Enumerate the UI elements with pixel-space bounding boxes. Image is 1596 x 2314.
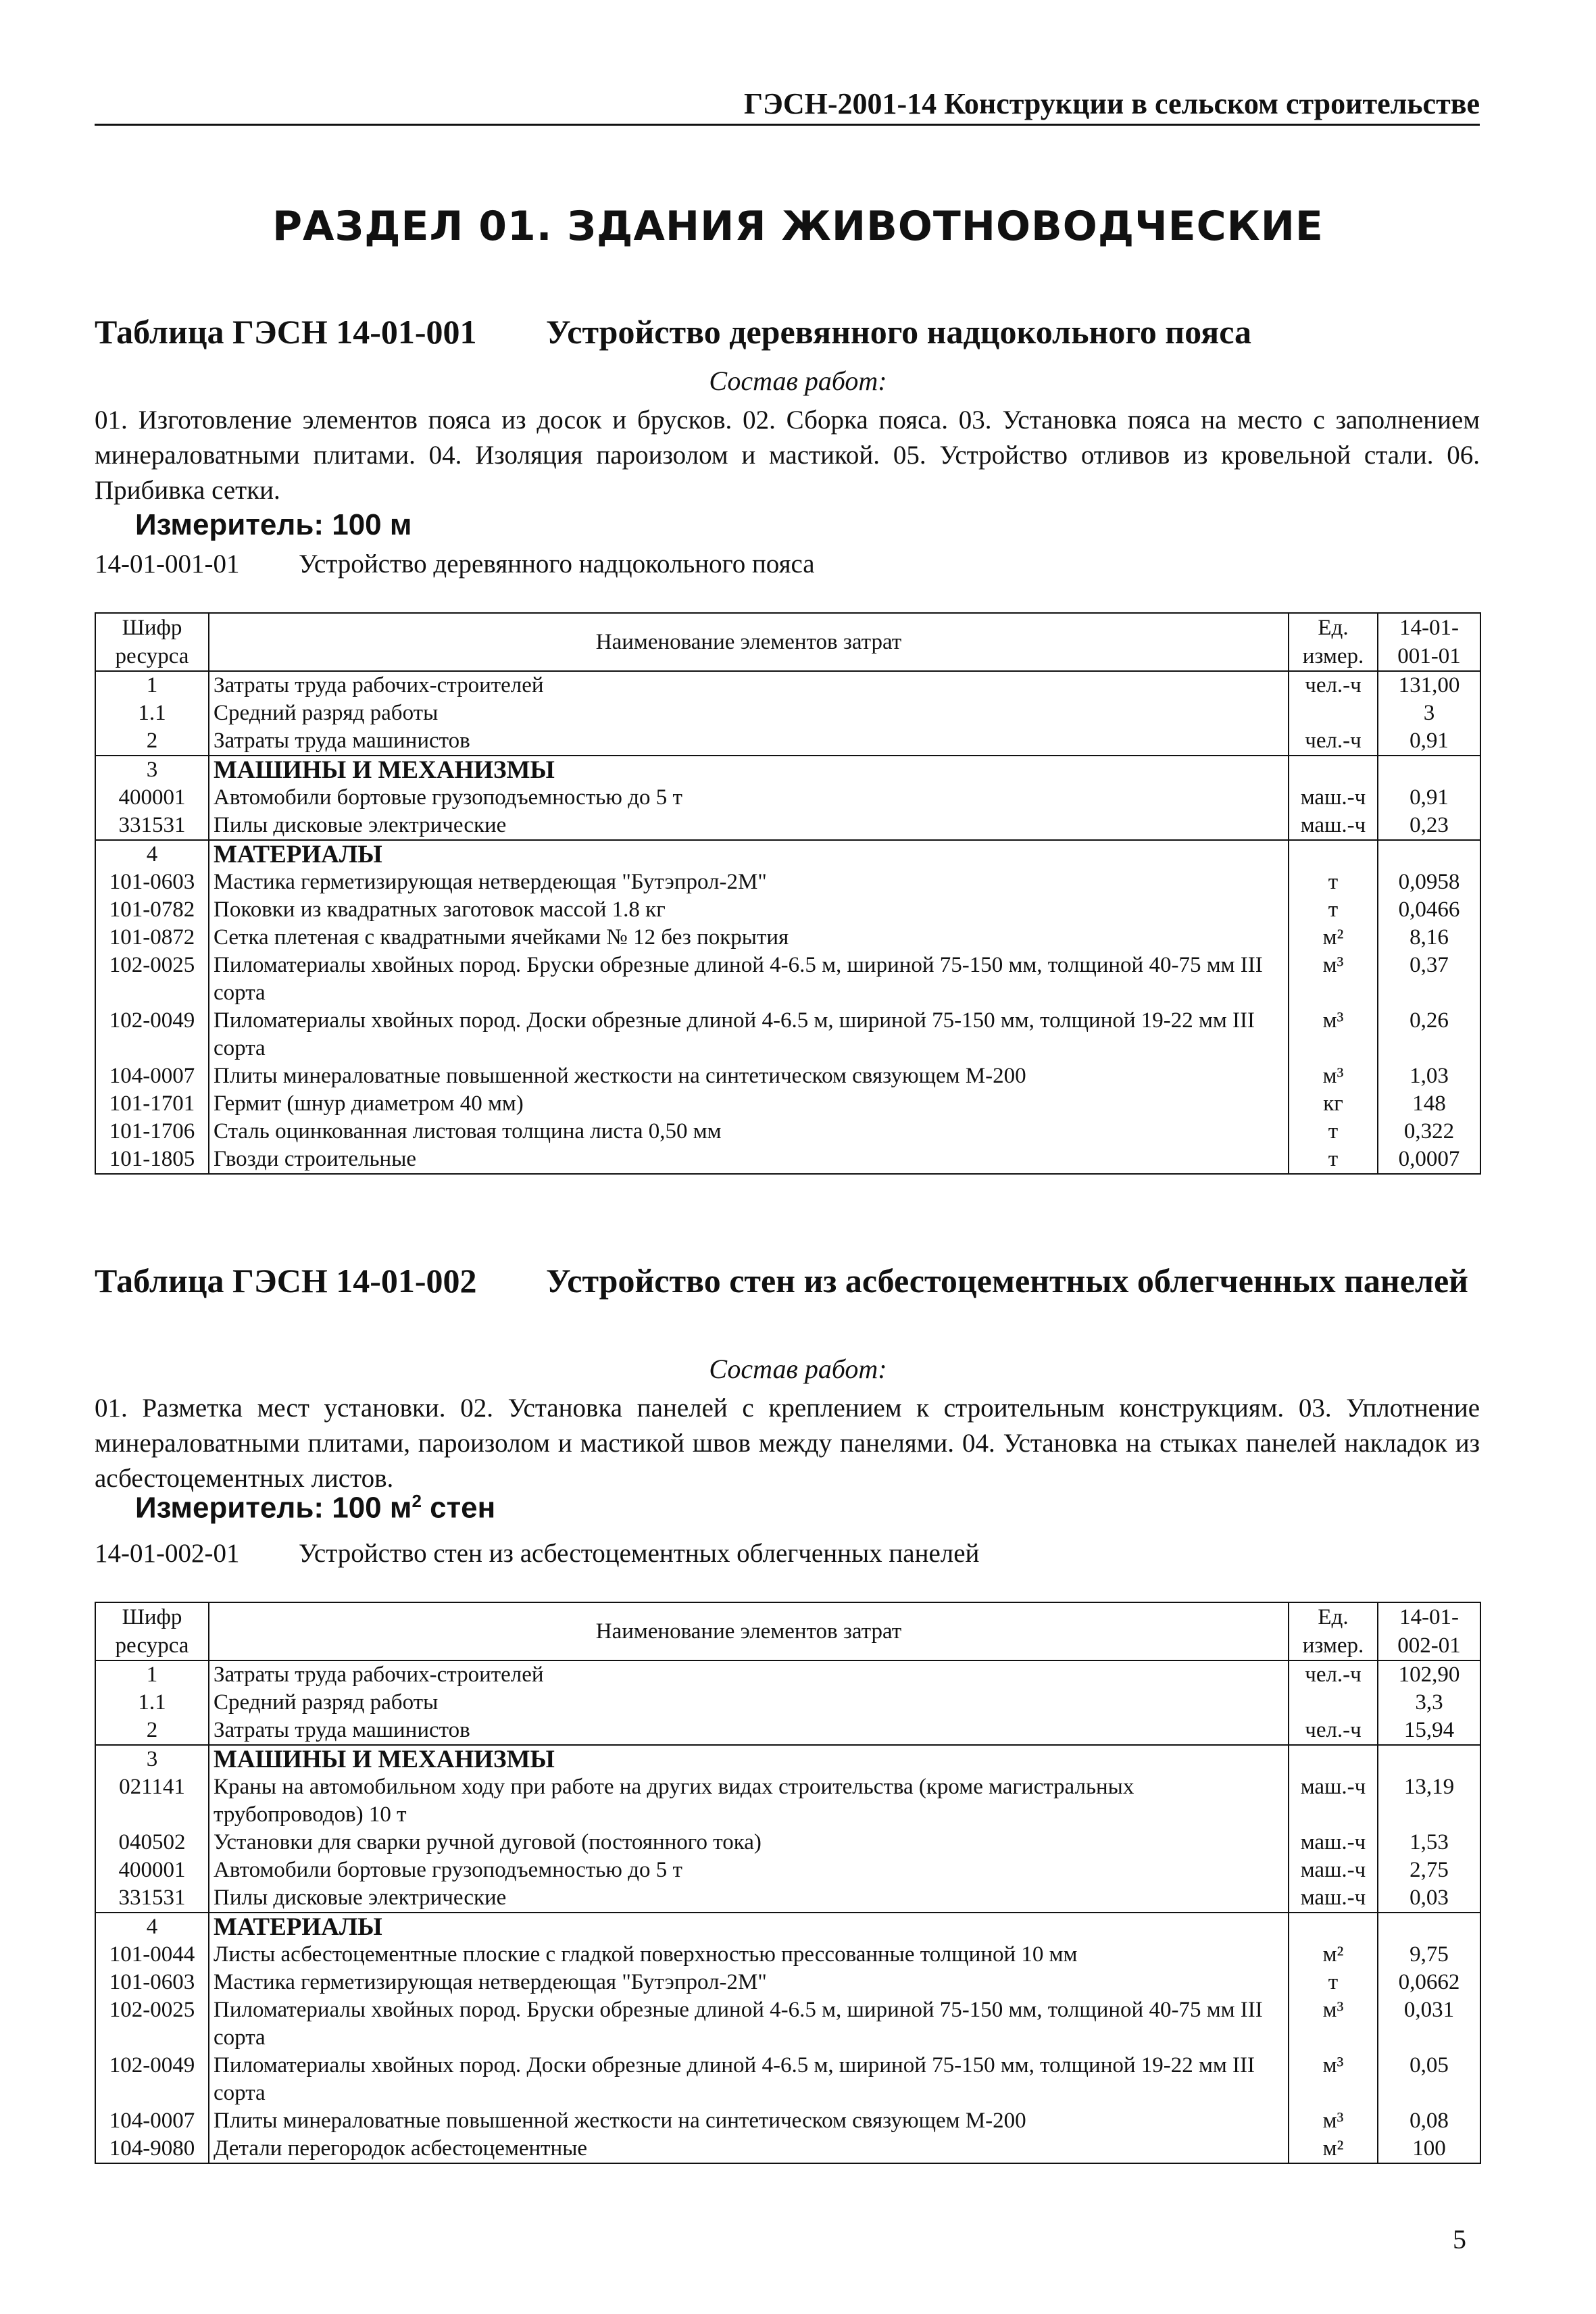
cell-value: 9,75 xyxy=(1378,1941,1480,1969)
cell-unit: чел.-ч xyxy=(1289,1660,1378,1689)
table-row xyxy=(95,868,1480,896)
cell-name: Краны на автомобильном ходу при работе на других видах строительства (кроме магистральных трубопроводов) 10 т xyxy=(209,1773,1289,1829)
running-header: ГЭСН-2001-14 Конструкции в сельском строительстве xyxy=(95,87,1480,126)
cell-code: 2 xyxy=(95,727,209,756)
cell-code: 1.1 xyxy=(95,1689,209,1717)
table-row xyxy=(95,1829,1480,1856)
table-row xyxy=(95,896,1480,924)
cell-value: 0,08 xyxy=(1378,2107,1480,2135)
cell-value: 0,91 xyxy=(1378,727,1480,756)
table-row xyxy=(95,924,1480,952)
cell-value: 0,23 xyxy=(1378,812,1480,840)
cell-value: 3,3 xyxy=(1378,1689,1480,1717)
cell-code: 1 xyxy=(95,671,209,699)
table2-works-text: 01. Разметка мест установки. 02. Установка панелей с креплением к строительным конструкциям. 03. Уплотнение минераловатными плитами, пароизолом и мастикой швов между панелями. 04. Установка на стыках панелей накладок из асбестоцементных листов. xyxy=(95,1394,1480,1493)
cell-name: Гермит (шнур диаметром 40 мм) xyxy=(209,1090,1289,1118)
table1-item-name: Устройство деревянного надцокольного пояса xyxy=(299,549,815,578)
cell-code: 2 xyxy=(95,1717,209,1745)
cell-code: 3 xyxy=(95,1745,209,1773)
cell-name: Автомобили бортовые грузоподъемностью до 5 т xyxy=(209,1856,1289,1884)
cell-unit xyxy=(1289,699,1378,727)
measure-sup: 2 xyxy=(412,1491,422,1511)
cell-unit: м³ xyxy=(1289,1007,1378,1062)
table-row xyxy=(95,1884,1480,1913)
table2-header-row xyxy=(95,1602,1480,1660)
table-row xyxy=(95,1941,1480,1969)
cell-name: Мастика герметизирующая нетвердеющая "Бутэпрол-2М" xyxy=(209,868,1289,896)
cell-value: 15,94 xyxy=(1378,1717,1480,1745)
cell-code: 331531 xyxy=(95,812,209,840)
cell-value: 0,031 xyxy=(1378,1996,1480,2052)
cell-value: 0,26 xyxy=(1378,1007,1480,1062)
cell-code: 102-0025 xyxy=(95,952,209,1007)
cell-value: 0,0662 xyxy=(1378,1969,1480,1996)
cell-value: 2,75 xyxy=(1378,1856,1480,1884)
header-text: 002-01 xyxy=(1397,1633,1461,1658)
cell-name: Сетка плетеная с квадратными ячейками № 12 без покрытия xyxy=(209,924,1289,952)
cell-value: 0,05 xyxy=(1378,2052,1480,2107)
table1-code: Таблица ГЭСН 14-01-001 xyxy=(95,313,477,351)
cell-unit: т xyxy=(1289,1969,1378,1996)
cell-code: 1.1 xyxy=(95,699,209,727)
cell-unit: м² xyxy=(1289,1941,1378,1969)
table2-title: Устройство стен из асбестоцементных облегченных панелей xyxy=(546,1262,1468,1300)
table2-works-label: Состав работ: xyxy=(709,1354,887,1384)
cell-unit: м³ xyxy=(1289,1062,1378,1090)
header-text: ресурса xyxy=(115,644,189,668)
table-row xyxy=(95,1717,1480,1745)
table-row xyxy=(95,1660,1480,1689)
cell-name: Средний разряд работы xyxy=(209,1689,1289,1717)
cell-unit: чел.-ч xyxy=(1289,671,1378,699)
cell-code: 040502 xyxy=(95,1829,209,1856)
table2-col-resource xyxy=(95,1602,209,1660)
cell-unit: кг xyxy=(1289,1090,1378,1118)
cell-name: Мастика герметизирующая нетвердеющая "Бутэпрол-2М" xyxy=(209,1969,1289,1996)
cell-value: 8,16 xyxy=(1378,924,1480,952)
cell-value xyxy=(1378,1913,1480,1941)
table2-item-name: Устройство стен из асбестоцементных облегченных панелей xyxy=(299,1539,980,1568)
group-row xyxy=(95,1745,1480,1773)
cell-unit: маш.-ч xyxy=(1289,1884,1378,1913)
cell-name: Детали перегородок асбестоцементные xyxy=(209,2135,1289,2163)
group-row xyxy=(95,756,1480,784)
table1-col-value xyxy=(1378,613,1480,671)
cell-unit: м³ xyxy=(1289,2052,1378,2107)
table-row xyxy=(95,1689,1480,1717)
cell-code: 400001 xyxy=(95,1856,209,1884)
cell-name: МАШИНЫ И МЕХАНИЗМЫ xyxy=(209,1745,1289,1773)
cell-code: 104-0007 xyxy=(95,2107,209,2135)
cell-code: 101-0603 xyxy=(95,868,209,896)
cell-unit: т xyxy=(1289,1118,1378,1146)
table2-col-unit xyxy=(1289,1602,1378,1660)
header-text: Ед. xyxy=(1318,1605,1349,1629)
table1-col-resource xyxy=(95,613,209,671)
table-row xyxy=(95,1969,1480,1996)
cell-value: 1,03 xyxy=(1378,1062,1480,1090)
measure-prefix: Измеритель: 100 м xyxy=(135,1491,412,1525)
cell-name: Плиты минераловатные повышенной жесткости на синтетическом связующем М-200 xyxy=(209,2107,1289,2135)
table-row xyxy=(95,2052,1480,2107)
table1-body xyxy=(95,671,1480,1174)
cell-code: 4 xyxy=(95,1913,209,1941)
cell-code: 102-0049 xyxy=(95,2052,209,2107)
cell-value: 0,0958 xyxy=(1378,868,1480,896)
cell-name: Плиты минераловатные повышенной жесткости на синтетическом связующем М-200 xyxy=(209,1062,1289,1090)
cell-unit: маш.-ч xyxy=(1289,1856,1378,1884)
cell-code: 3 xyxy=(95,756,209,784)
cell-name: Затраты труда рабочих-строителей xyxy=(209,1660,1289,1689)
cell-unit: маш.-ч xyxy=(1289,1829,1378,1856)
cell-unit: чел.-ч xyxy=(1289,1717,1378,1745)
cell-code: 101-0782 xyxy=(95,896,209,924)
cell-code: 101-1805 xyxy=(95,1146,209,1174)
cell-unit: м² xyxy=(1289,2135,1378,2163)
cell-unit: т xyxy=(1289,896,1378,924)
cell-value: 131,00 xyxy=(1378,671,1480,699)
cell-name: Пиломатериалы хвойных пород. Доски обрезные длиной 4-6.5 м, шириной 75-150 мм, толщиной 19-22 мм III сорта xyxy=(209,2052,1289,2107)
cell-name: Пиломатериалы хвойных пород. Бруски обрезные длиной 4-6.5 м, шириной 75-150 мм, толщиной 40-75 мм III сорта xyxy=(209,952,1289,1007)
cell-unit xyxy=(1289,1913,1378,1941)
header-text: 14-01- xyxy=(1399,616,1459,640)
cell-name: Листы асбестоцементные плоские с гладкой поверхностью прессованные толщиной 10 мм xyxy=(209,1941,1289,1969)
cell-code: 102-0049 xyxy=(95,1007,209,1062)
header-text: измер. xyxy=(1302,1633,1364,1658)
table-row xyxy=(95,812,1480,840)
table2-measure xyxy=(135,1491,495,1525)
header-text: 14-01- xyxy=(1399,1605,1459,1629)
measure-suffix: стен xyxy=(421,1491,496,1525)
cell-name: Затраты труда машинистов xyxy=(209,1717,1289,1745)
cell-value: 0,03 xyxy=(1378,1884,1480,1913)
cell-value: 148 xyxy=(1378,1090,1480,1118)
table1-works-text: 01. Изготовление элементов пояса из досок и брусков. 02. Сборка пояса. 03. Установка пояса на место с заполнением минераловатными плитами. 04. Изоляция пароизолом и мастикой. 05. Устройство отливов из кровельной стали. 06. Прибивка сетки. xyxy=(95,405,1480,505)
table1-title: Устройство деревянного надцокольного пояса xyxy=(546,313,1252,351)
cell-name: Пилы дисковые электрические xyxy=(209,1884,1289,1913)
cell-unit xyxy=(1289,1745,1378,1773)
cell-value: 0,322 xyxy=(1378,1118,1480,1146)
cell-unit: т xyxy=(1289,868,1378,896)
cell-name: МАШИНЫ И МЕХАНИЗМЫ xyxy=(209,756,1289,784)
table1-costs xyxy=(95,612,1481,1175)
header-text: Ед. xyxy=(1318,616,1349,640)
cell-name: Установки для сварки ручной дуговой (постоянного тока) xyxy=(209,1829,1289,1856)
table-row xyxy=(95,784,1480,812)
header-text: Наименование элементов затрат xyxy=(595,1619,902,1644)
cell-value: 100 xyxy=(1378,2135,1480,2163)
cell-code: 021141 xyxy=(95,1773,209,1829)
table-row xyxy=(95,1090,1480,1118)
table2-body xyxy=(95,1660,1480,2163)
header-text: 001-01 xyxy=(1397,644,1461,668)
cell-code: 104-0007 xyxy=(95,1062,209,1090)
table-row xyxy=(95,1146,1480,1174)
cell-code: 101-0044 xyxy=(95,1941,209,1969)
cell-name: МАТЕРИАЛЫ xyxy=(209,840,1289,868)
table2-costs xyxy=(95,1602,1481,2164)
cell-code: 101-0603 xyxy=(95,1969,209,1996)
cell-value xyxy=(1378,756,1480,784)
cell-value: 102,90 xyxy=(1378,1660,1480,1689)
table-row xyxy=(95,1773,1480,1829)
cell-unit: маш.-ч xyxy=(1289,1773,1378,1829)
cell-code: 102-0025 xyxy=(95,1996,209,2052)
table2-col-value xyxy=(1378,1602,1480,1660)
cell-unit xyxy=(1289,840,1378,868)
cell-unit: чел.-ч xyxy=(1289,727,1378,756)
table1-measure: Измеритель: 100 м xyxy=(135,508,412,541)
cell-code: 1 xyxy=(95,1660,209,1689)
table-row xyxy=(95,1007,1480,1062)
cell-value: 3 xyxy=(1378,699,1480,727)
cell-code: 331531 xyxy=(95,1884,209,1913)
cell-name: Пиломатериалы хвойных пород. Бруски обрезные длиной 4-6.5 м, шириной 75-150 мм, толщиной 40-75 мм III сорта xyxy=(209,1996,1289,2052)
table1-item-line xyxy=(95,549,815,579)
group-row xyxy=(95,840,1480,868)
cell-value: 0,0007 xyxy=(1378,1146,1480,1174)
table-row xyxy=(95,2135,1480,2163)
header-text: Шифр xyxy=(122,1605,182,1629)
cell-value xyxy=(1378,1745,1480,1773)
cell-name: Пиломатериалы хвойных пород. Доски обрезные длиной 4-6.5 м, шириной 75-150 мм, толщиной 19-22 мм III сорта xyxy=(209,1007,1289,1062)
cell-unit: м³ xyxy=(1289,952,1378,1007)
cell-unit xyxy=(1289,756,1378,784)
table-row xyxy=(95,1996,1480,2052)
header-text: ресурса xyxy=(115,1633,189,1658)
cell-name: Сталь оцинкованная листовая толщина листа 0,50 мм xyxy=(209,1118,1289,1146)
cell-unit: м² xyxy=(1289,924,1378,952)
table1-header-row xyxy=(95,613,1480,671)
cell-value: 0,37 xyxy=(1378,952,1480,1007)
cell-value: 1,53 xyxy=(1378,1829,1480,1856)
header-text: Шифр xyxy=(122,616,182,640)
cell-name: Автомобили бортовые грузоподъемностью до 5 т xyxy=(209,784,1289,812)
cell-code: 101-1706 xyxy=(95,1118,209,1146)
table1-col-unit xyxy=(1289,613,1378,671)
group-row xyxy=(95,1913,1480,1941)
section-title: РАЗДЕЛ 01. ЗДАНИЯ ЖИВОТНОВОДЧЕСКИЕ xyxy=(272,203,1324,250)
cell-name: Поковки из квадратных заготовок массой 1.8 кг xyxy=(209,896,1289,924)
cell-code: 4 xyxy=(95,840,209,868)
cell-name: Затраты труда машинистов xyxy=(209,727,1289,756)
table1-works-label: Состав работ: xyxy=(709,366,887,396)
cell-code: 101-1701 xyxy=(95,1090,209,1118)
table-row xyxy=(95,727,1480,756)
cell-value: 0,0466 xyxy=(1378,896,1480,924)
table-row xyxy=(95,1062,1480,1090)
cell-name: МАТЕРИАЛЫ xyxy=(209,1913,1289,1941)
table2-item-code: 14-01-002-01 xyxy=(95,1539,240,1568)
table-row xyxy=(95,1118,1480,1146)
table-row xyxy=(95,1856,1480,1884)
cell-unit: м³ xyxy=(1289,2107,1378,2135)
cell-unit: маш.-ч xyxy=(1289,784,1378,812)
table-row xyxy=(95,952,1480,1007)
cell-unit: маш.-ч xyxy=(1289,812,1378,840)
table2-item-line xyxy=(95,1538,979,1569)
cell-name: Затраты труда рабочих-строителей xyxy=(209,671,1289,699)
table-row xyxy=(95,699,1480,727)
table2-code: Таблица ГЭСН 14-01-002 xyxy=(95,1262,477,1300)
cell-value: 0,91 xyxy=(1378,784,1480,812)
table1-col-name xyxy=(209,613,1289,671)
cell-name: Гвозди строительные xyxy=(209,1146,1289,1174)
page-number: 5 xyxy=(1453,2224,1466,2255)
header-text: измер. xyxy=(1302,644,1364,668)
cell-unit: м³ xyxy=(1289,1996,1378,2052)
header-text: Наименование элементов затрат xyxy=(595,630,902,654)
cell-name: Пилы дисковые электрические xyxy=(209,812,1289,840)
cell-value: 13,19 xyxy=(1378,1773,1480,1829)
table-row xyxy=(95,671,1480,699)
cell-code: 104-9080 xyxy=(95,2135,209,2163)
cell-code: 400001 xyxy=(95,784,209,812)
cell-unit: т xyxy=(1289,1146,1378,1174)
table-row xyxy=(95,2107,1480,2135)
cell-unit xyxy=(1289,1689,1378,1717)
table2-col-name xyxy=(209,1602,1289,1660)
cell-name: Средний разряд работы xyxy=(209,699,1289,727)
cell-code: 101-0872 xyxy=(95,924,209,952)
cell-value xyxy=(1378,840,1480,868)
table1-item-code: 14-01-001-01 xyxy=(95,549,240,578)
